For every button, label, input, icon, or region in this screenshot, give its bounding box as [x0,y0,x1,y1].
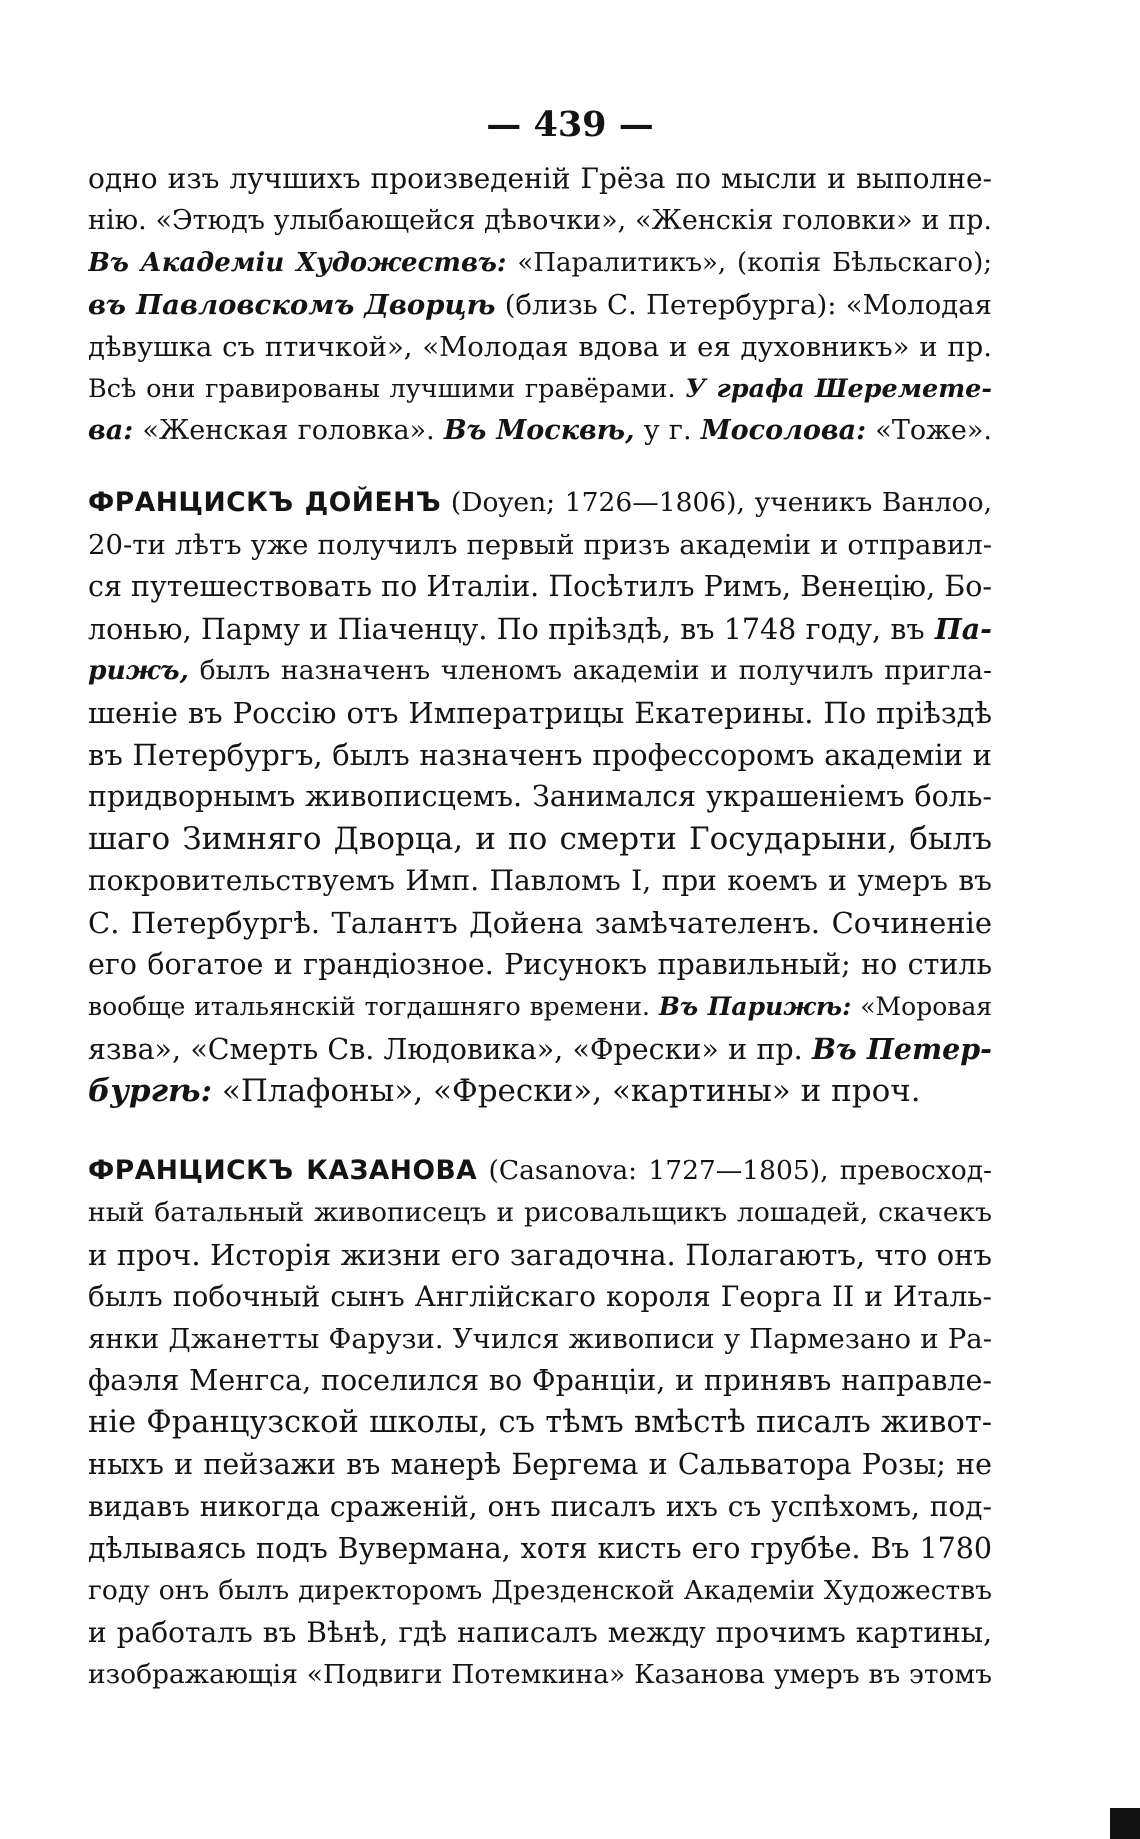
text-line: ный батальный живописецъ и рисовальщикъ лошадей, скачекъ [88,1197,992,1228]
text-line: бургѣ: «Плафоны», «Фрески», «картины» и проч. [88,1073,921,1109]
text-line: въ Петербургъ, былъ назначенъ профессоромъ академіи и [88,738,992,772]
text-line: С. Петербургѣ. Талантъ Дойена замѣчателенъ. Сочиненіе [88,906,992,940]
text-line: шаго Зимняго Дворца, и по смерти Государыни, былъ [88,821,992,857]
text-line: изображающія «Подвиги Потемкина» Казанова умеръ въ этомъ [88,1659,992,1690]
text-line: Всѣ они гравированы лучшими гравёрами. У графа Шереметe- [88,374,992,404]
text-line: рижъ, былъ назначенъ членомъ академіи и получилъ пригла- [88,655,992,686]
entry-first-line: ФРАНЦИСКЪ КАЗАНОВА (Casanova: 1727—1805), превосход- [88,1155,992,1186]
text-line: лонью, Парму и Піаченцу. По пріѣздѣ, въ 1748 году, въ Па- [88,612,992,646]
text-line: году онъ былъ директоромъ Дрезденской Академіи Художествъ [88,1575,992,1606]
text-line: дѣлываясь подъ Вувермана, хотя кисть его грубѣе. Въ 1780 [88,1532,992,1565]
text-line: одно изъ лучшихъ произведеній Грёза по мысли и выполне- [88,162,992,195]
entry-heading: ФРАНЦИСКЪ ДОЙЕНЪ [88,487,442,518]
text-line: 20-ти лѣтъ уже получилъ первый призъ академіи и отправил- [88,529,992,561]
text-line: и проч. Исторія жизни его загадочна. Полагаютъ, что онъ [88,1238,992,1272]
text-line: нію. «Этюдъ улыбающейся дѣвочки», «Женскія головки» и пр. [88,205,992,236]
text-line: дѣвушка съ птичкой», «Молодая вдова и ея духовникъ» и пр. [88,331,992,363]
text-line: Въ Академіи Художествъ: «Паралитикъ», (копія Бѣльскаго); [88,248,992,278]
text-line: покровительствуемъ Имп. Павломъ I, при коемъ и умеръ въ [88,864,992,897]
page-number: — 439 — [486,104,654,145]
text-line: его богатое и грандіозное. Рисунокъ правильный; но стиль [88,948,992,981]
text-line: янки Джанетты Фарузи. Учился живописи у Пармезано и Ра- [88,1323,992,1355]
text-line: ныхъ и пейзажи въ манерѣ Бергема и Сальватора Розы; не [88,1448,992,1481]
text-line: ся путешествовать по Италіи. Посѣтилъ Римъ, Венецію, Бо- [88,570,992,603]
text-line: шеніе въ Россію отъ Императрицы Екатерины. По пріѣздѣ [88,696,992,730]
text-line: былъ побочный сынъ Англійскаго короля Георга II и Италь- [88,1280,992,1313]
entry-first-line: ФРАНЦИСКЪ ДОЙЕНЪ (Doyen; 1726—1806), ученикъ Ванлоо, [88,487,992,518]
text-line: и работалъ въ Вѣнѣ, гдѣ написалъ между прочимъ картины, [88,1616,992,1649]
text-line: вообще итальянскій тогдашняго времени. Въ Парижѣ: «Моровая [88,992,992,1021]
text-line: придворнымъ живописцемъ. Занимался украшеніемъ боль- [88,780,992,813]
text-line: видавъ никогда сраженій, онъ писалъ ихъ съ успѣхомъ, под- [88,1490,992,1523]
text-line: ва: «Женская головка». Въ Москвѣ, у г. Мосолова: «Тоже». [88,415,992,446]
entry-heading: ФРАНЦИСКЪ КАЗАНОВА [88,1155,478,1186]
scan-corner-mark [1110,1808,1140,1839]
text-line: фаэля Менгса, поселился во Франціи, и принявъ направле- [88,1364,992,1397]
text-line: язва», «Смерть Св. Людовика», «Фрески» и пр. Въ Петер- [88,1032,992,1066]
text-line: ніе Французской школы, съ тѣмъ вмѣстѣ писалъ живот- [88,1405,992,1440]
text-line: въ Павловскомъ Дворцѣ (близь С. Петербурга): «Молодая [88,289,992,321]
